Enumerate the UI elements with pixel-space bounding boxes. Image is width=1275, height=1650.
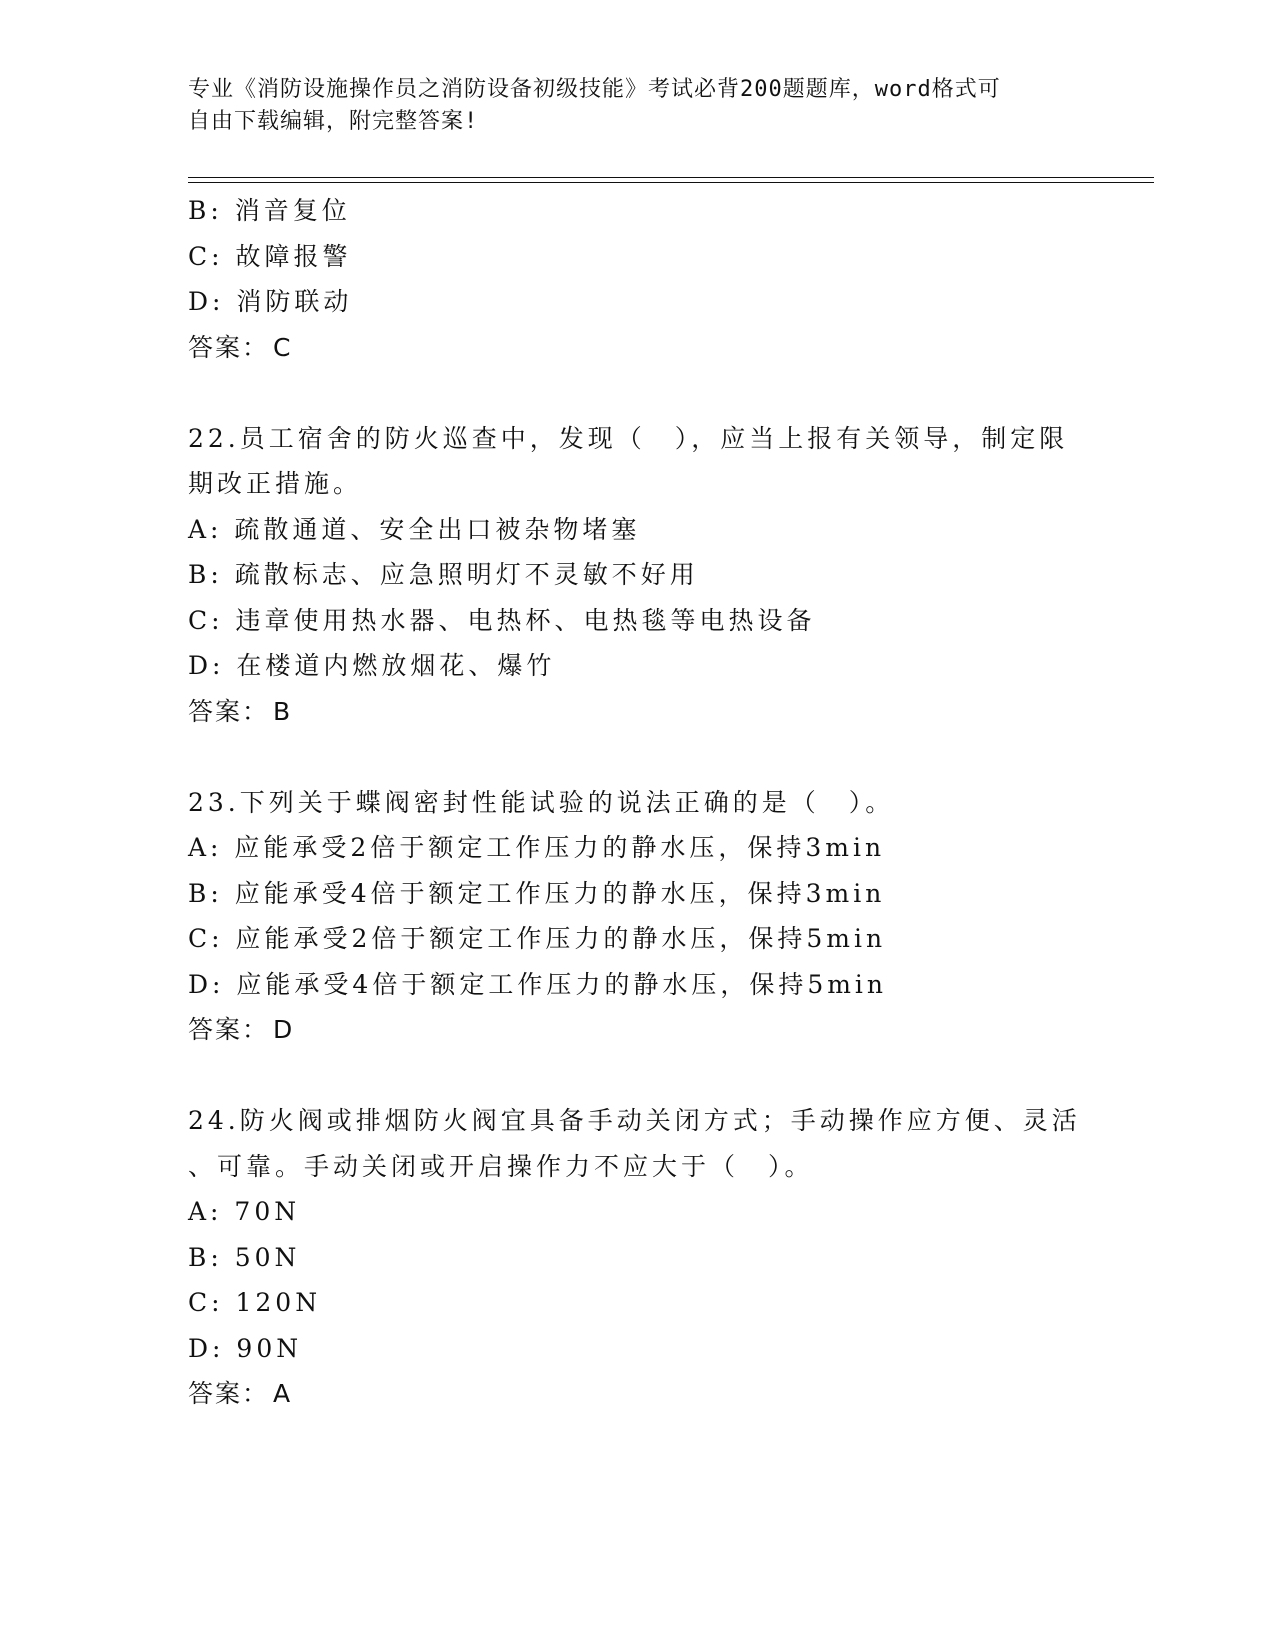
question-24 <box>188 1098 1088 1417</box>
option-d: D: 消防联动 <box>188 287 353 316</box>
question-stem: 22.员工宿舍的防火巡查中，发现（ ），应当上报有关领导，制定限 <box>188 423 1069 453</box>
answer-label: 答案： <box>188 1015 270 1044</box>
option-c: C: 违章使用热水器、电热杯、电热毯等电热设备 <box>188 605 816 635</box>
answer-value: B <box>273 696 293 726</box>
question-stem-cont: 期改正措施。 <box>188 469 363 498</box>
option-b: B: 疏散标志、应急照明灯不灵敏不好用 <box>188 560 699 589</box>
question-list <box>188 188 1088 1417</box>
header-divider-top <box>188 177 1154 178</box>
answer-label: 答案： <box>188 332 270 362</box>
answer-line <box>188 689 1088 735</box>
header-line-1: 专业《消防设施操作员之消防设备初级技能》考试必背200题题库，word格式可 <box>188 77 1001 102</box>
option-c: C: 120N <box>188 1288 322 1317</box>
question-22 <box>188 416 1088 735</box>
spacer <box>188 734 1088 780</box>
spacer <box>188 370 1088 416</box>
answer-value: C <box>273 332 293 362</box>
option-b: B: 消音复位 <box>188 196 351 225</box>
option-d: D: 90N <box>188 1333 303 1363</box>
question-stem-cont: 、可靠。手动关闭或开启操作力不应大于（ ）。 <box>188 1151 814 1181</box>
option-a: A: 疏散通道、安全出口被杂物堵塞 <box>188 514 641 544</box>
spacer <box>188 1053 1088 1099</box>
option-c: C: 应能承受2倍于额定工作压力的静水压，保持5min <box>188 924 887 953</box>
question-stem: 23.下列关于蝶阀密封性能试验的说法正确的是（ ）。 <box>188 787 895 817</box>
answer-line <box>188 1007 1088 1053</box>
header-line-2: 自由下载编辑，附完整答案! <box>188 109 479 134</box>
answer-label: 答案： <box>188 1379 270 1408</box>
document-header <box>188 74 1088 138</box>
answer-line <box>188 1371 1088 1417</box>
option-b: B: 50N <box>188 1242 301 1272</box>
option-a: A: 应能承受2倍于额定工作压力的静水压，保持3min <box>188 833 886 862</box>
option-a: A: 70N <box>188 1197 301 1226</box>
answer-value: A <box>273 1379 293 1408</box>
prev-question-options <box>188 188 1088 325</box>
header-divider-bottom <box>188 182 1154 183</box>
answer-value: D <box>273 1015 295 1044</box>
question-stem: 24.防火阀或排烟防火阀宜具备手动关闭方式；手动操作应方便、灵活 <box>188 1106 1081 1135</box>
answer-label: 答案： <box>188 696 270 726</box>
option-d: D: 应能承受4倍于额定工作压力的静水压，保持5min <box>188 969 888 999</box>
question-23 <box>188 780 1088 1053</box>
option-d: D: 在楼道内燃放烟花、爆竹 <box>188 651 556 680</box>
option-b: B: 应能承受4倍于额定工作压力的静水压，保持3min <box>188 878 886 908</box>
option-c: C: 故障报警 <box>188 241 352 271</box>
answer-line <box>188 325 1088 371</box>
